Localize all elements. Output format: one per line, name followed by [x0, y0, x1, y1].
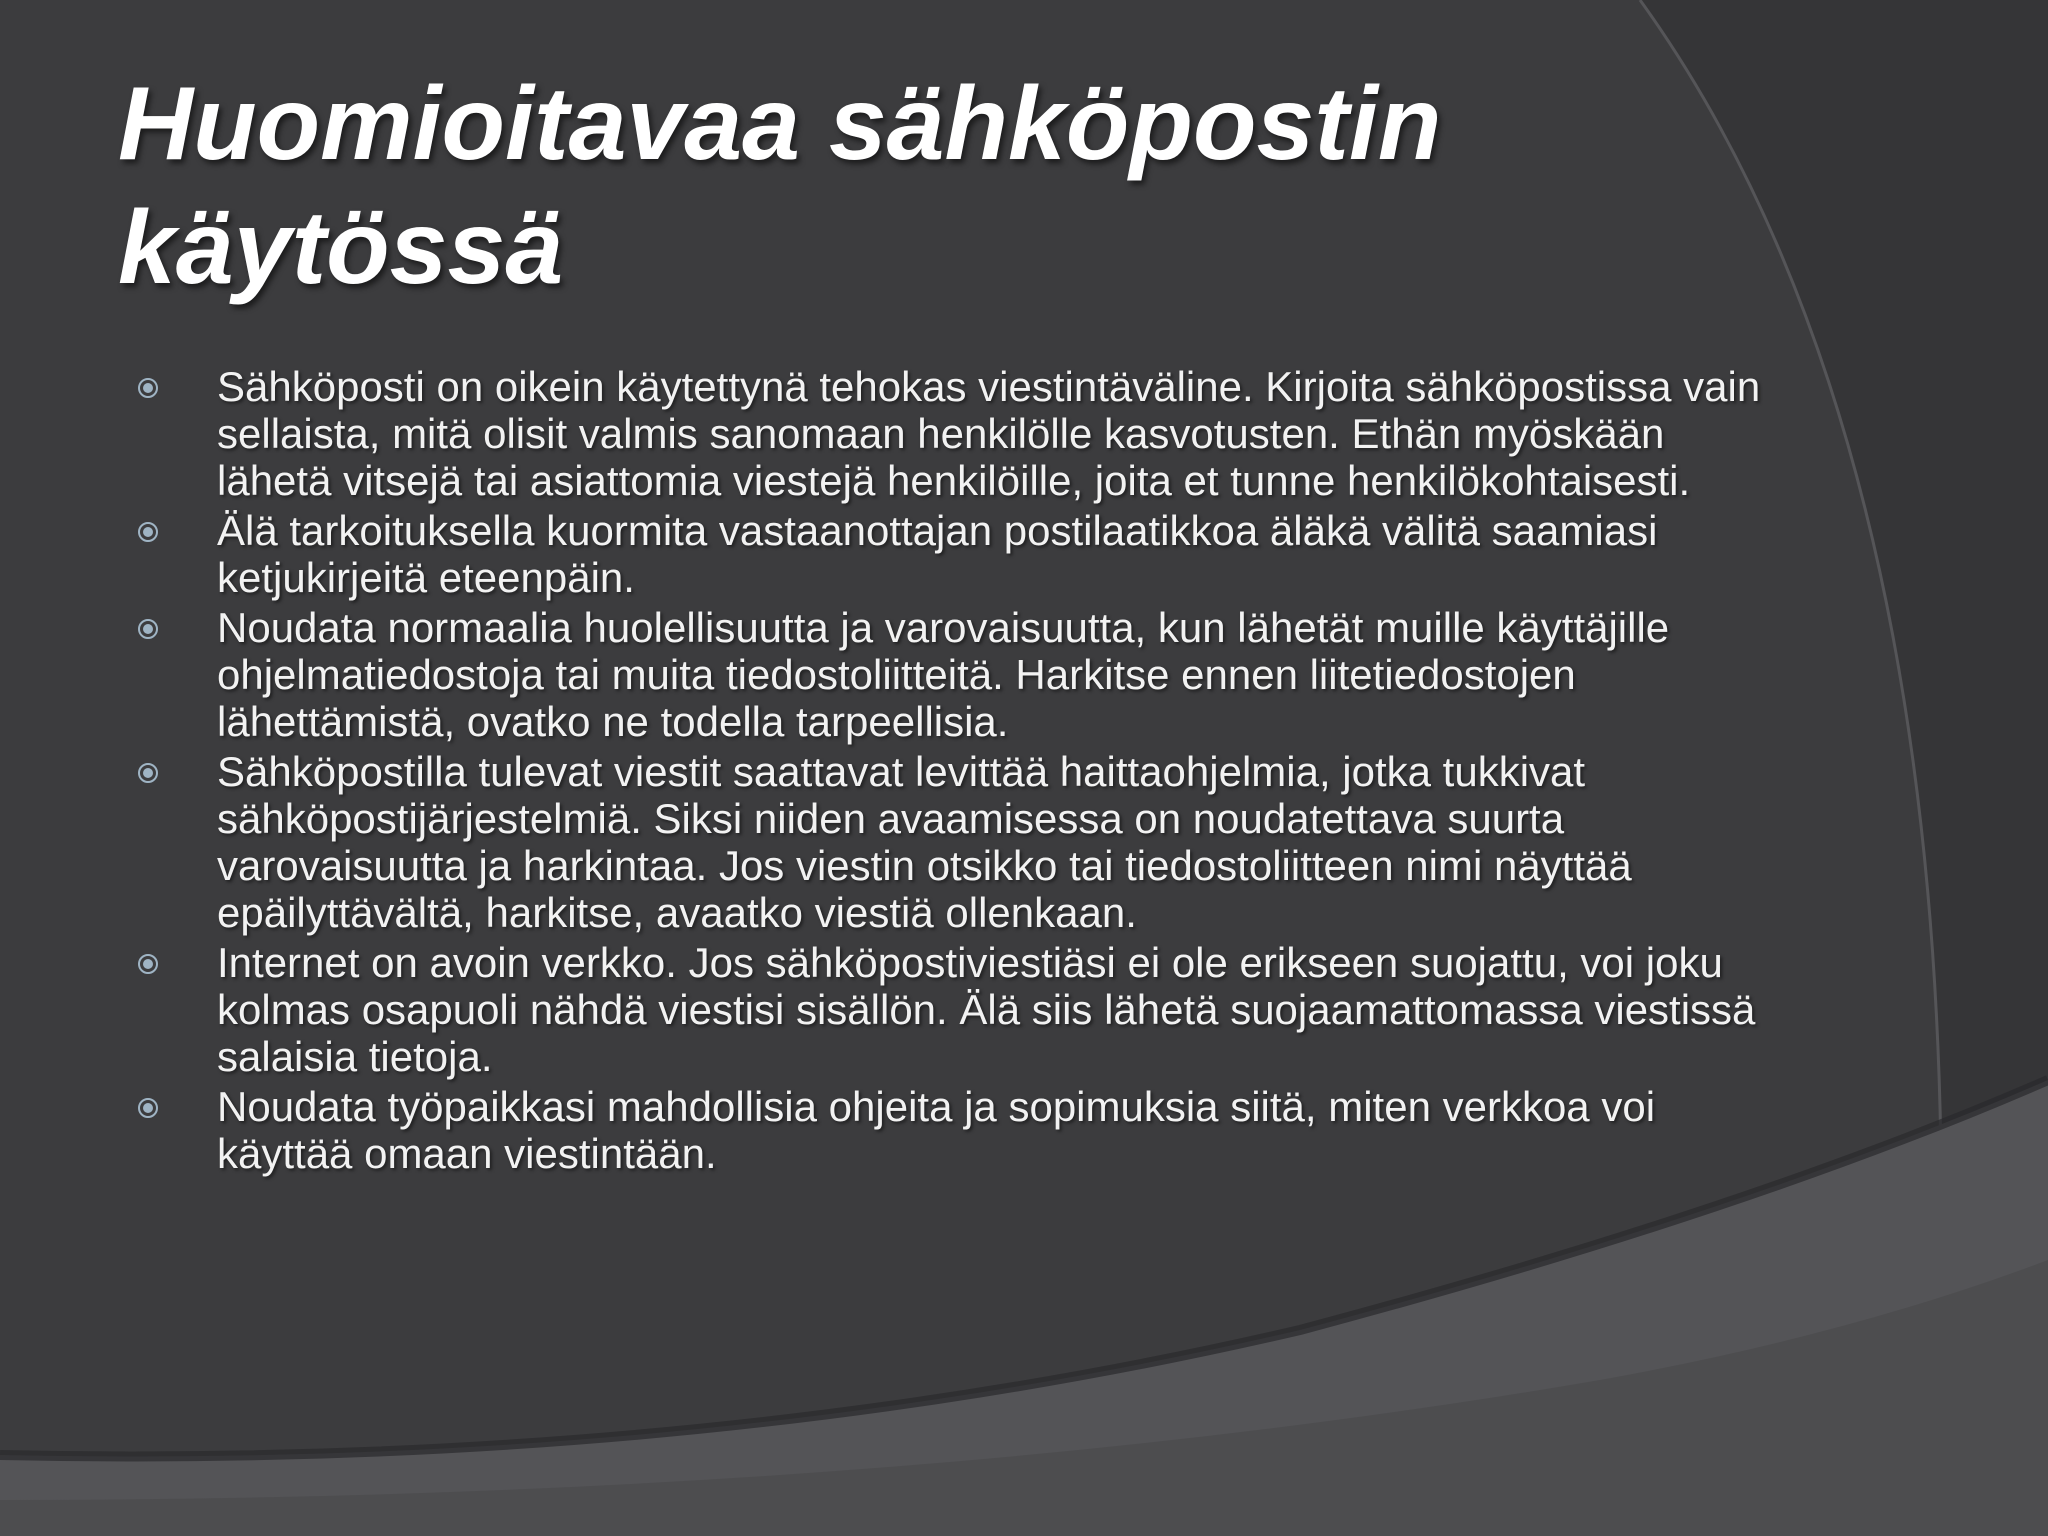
bullet-text: Noudata työpaikkasi mahdollisia ohjeita ja sopimuksia siitä, miten verkkoa voi käyttää omaan viestintään.: [217, 1083, 1656, 1177]
circled-dot-icon: [137, 953, 159, 975]
list-item: [0, 604, 1777, 745]
circled-dot-icon: [137, 521, 159, 543]
slide-title-line2: käytössä: [118, 190, 564, 306]
list-item: [0, 939, 1777, 1080]
circled-dot-icon: [137, 1097, 159, 1119]
bullet-list: [0, 363, 2048, 1180]
list-item: [0, 363, 1777, 504]
bullet-text: Sähköpostilla tulevat viestit saattavat levittää haittaohjelmia, jotka tukkivat sähköpostijärjestelmiä. Siksi niiden avaamisessa on noudatettava suurta varovaisuutta ja harkintaa. Jos viestin otsikko tai tiedostoliitteen nimi näyttää epäilyttävältä, harkitse, avaatko viestiä ollenkaan.: [217, 748, 1632, 936]
list-item: [0, 1083, 1777, 1177]
bullet-text: Sähköposti on oikein käytettynä tehokas viestintäväline. Kirjoita sähköpostissa vain sellaista, mitä olisit valmis sanomaan henkilölle kasvotusten. Ethän myöskään lähetä vitsejä tai asiattomia viestejä henkilöille, joita et tunne henkilökohtaisesti.: [217, 363, 1761, 504]
list-item: [0, 748, 1777, 936]
bullet-text: Noudata normaalia huolellisuutta ja varovaisuutta, kun lähetät muille käyttäjille ohjelmatiedostoja tai muita tiedostoliitteitä. Harkitse ennen liitetiedostojen lähettämistä, ovatko ne todella tarpeellisia.: [217, 604, 1670, 745]
bullet-text: Älä tarkoituksella kuormita vastaanottajan postilaatikkoa äläkä välitä saamiasi ketjukirjeitä eteenpäin.: [217, 507, 1658, 601]
bullet-text: Internet on avoin verkko. Jos sähköpostiviestiäsi ei ole erikseen suojattu, voi joku kolmas osapuoli nähdä viestisi sisällön. Älä siis lähetä suojaamattomassa viestissä salaisia tietoja.: [217, 939, 1756, 1080]
slide-title-line1: Huomioitavaa sähköpostin: [118, 66, 1442, 182]
circled-dot-icon: [137, 377, 159, 399]
slide-title: [118, 62, 1818, 310]
circled-dot-icon: [137, 762, 159, 784]
list-item: [0, 507, 1777, 601]
circled-dot-icon: [137, 618, 159, 640]
